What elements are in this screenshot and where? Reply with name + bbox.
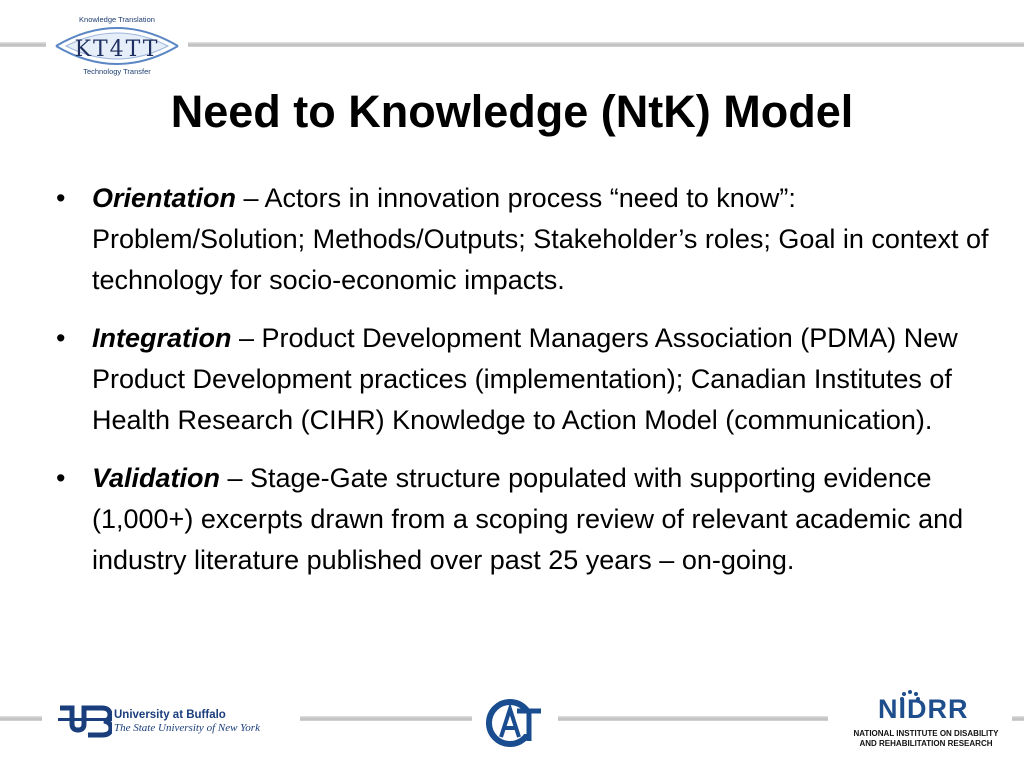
bullet-text: – Product Development Managers Association (PDMA) New Product Development practices (implementation); Canadian Institutes of Health Research (CIHR) Knowledge to Action Model (communication). (92, 323, 958, 435)
university-at-buffalo-logo (58, 704, 298, 738)
footer-rule-2 (300, 716, 472, 721)
header-rule-right (188, 42, 1024, 47)
bullet-text: – Actors in innovation process “need to know”: Problem/Solution; Methods/Outputs; Stakeholder’s roles; Goal in context of technology for socio-economic impacts. (92, 183, 989, 295)
ub-subtitle: The State University of New York (114, 722, 260, 734)
bullet-marker: • (56, 463, 66, 493)
bullet-marker: • (56, 323, 66, 353)
cat-logo (484, 697, 544, 749)
bullet-list (56, 178, 996, 598)
cat-emblem-icon (484, 697, 544, 749)
bullet-term: Integration (92, 323, 232, 353)
bullet-text: – Stage-Gate structure populated with supporting evidence (1,000+) excerpts drawn from a scoping review of relevant academic and industry literature published over past 25 years – on-going. (92, 463, 964, 575)
ub-monogram-icon (58, 704, 112, 738)
nidrr-logo (838, 688, 1014, 758)
bullet-integration (56, 318, 996, 441)
nidrr-line-1: NATIONAL INSTITUTE ON DISABILITY (853, 729, 999, 738)
kt4tt-wordmark: KT4TT (74, 37, 160, 62)
bullet-term: Validation (92, 463, 221, 493)
footer-rule-3 (558, 716, 828, 721)
ub-name: University at Buffalo (114, 709, 226, 721)
kt4tt-caption-top: Knowledge Translation (79, 15, 155, 24)
nidrr-wordmark: NIDRR (878, 694, 969, 724)
bullet-validation (56, 458, 996, 581)
nidrr-line-2: AND REHABILITATION RESEARCH (859, 739, 993, 748)
slide-title: Need to Knowledge (NtK) Model (170, 86, 854, 137)
bullet-orientation (56, 178, 996, 301)
kt4tt-caption-bottom: Technology Transfer (83, 67, 151, 76)
kt4tt-logo (50, 12, 184, 78)
footer-rule-1 (0, 716, 42, 721)
bullet-term: Orientation (92, 183, 237, 213)
bullet-marker: • (56, 183, 66, 213)
header-rule-left (0, 42, 46, 47)
